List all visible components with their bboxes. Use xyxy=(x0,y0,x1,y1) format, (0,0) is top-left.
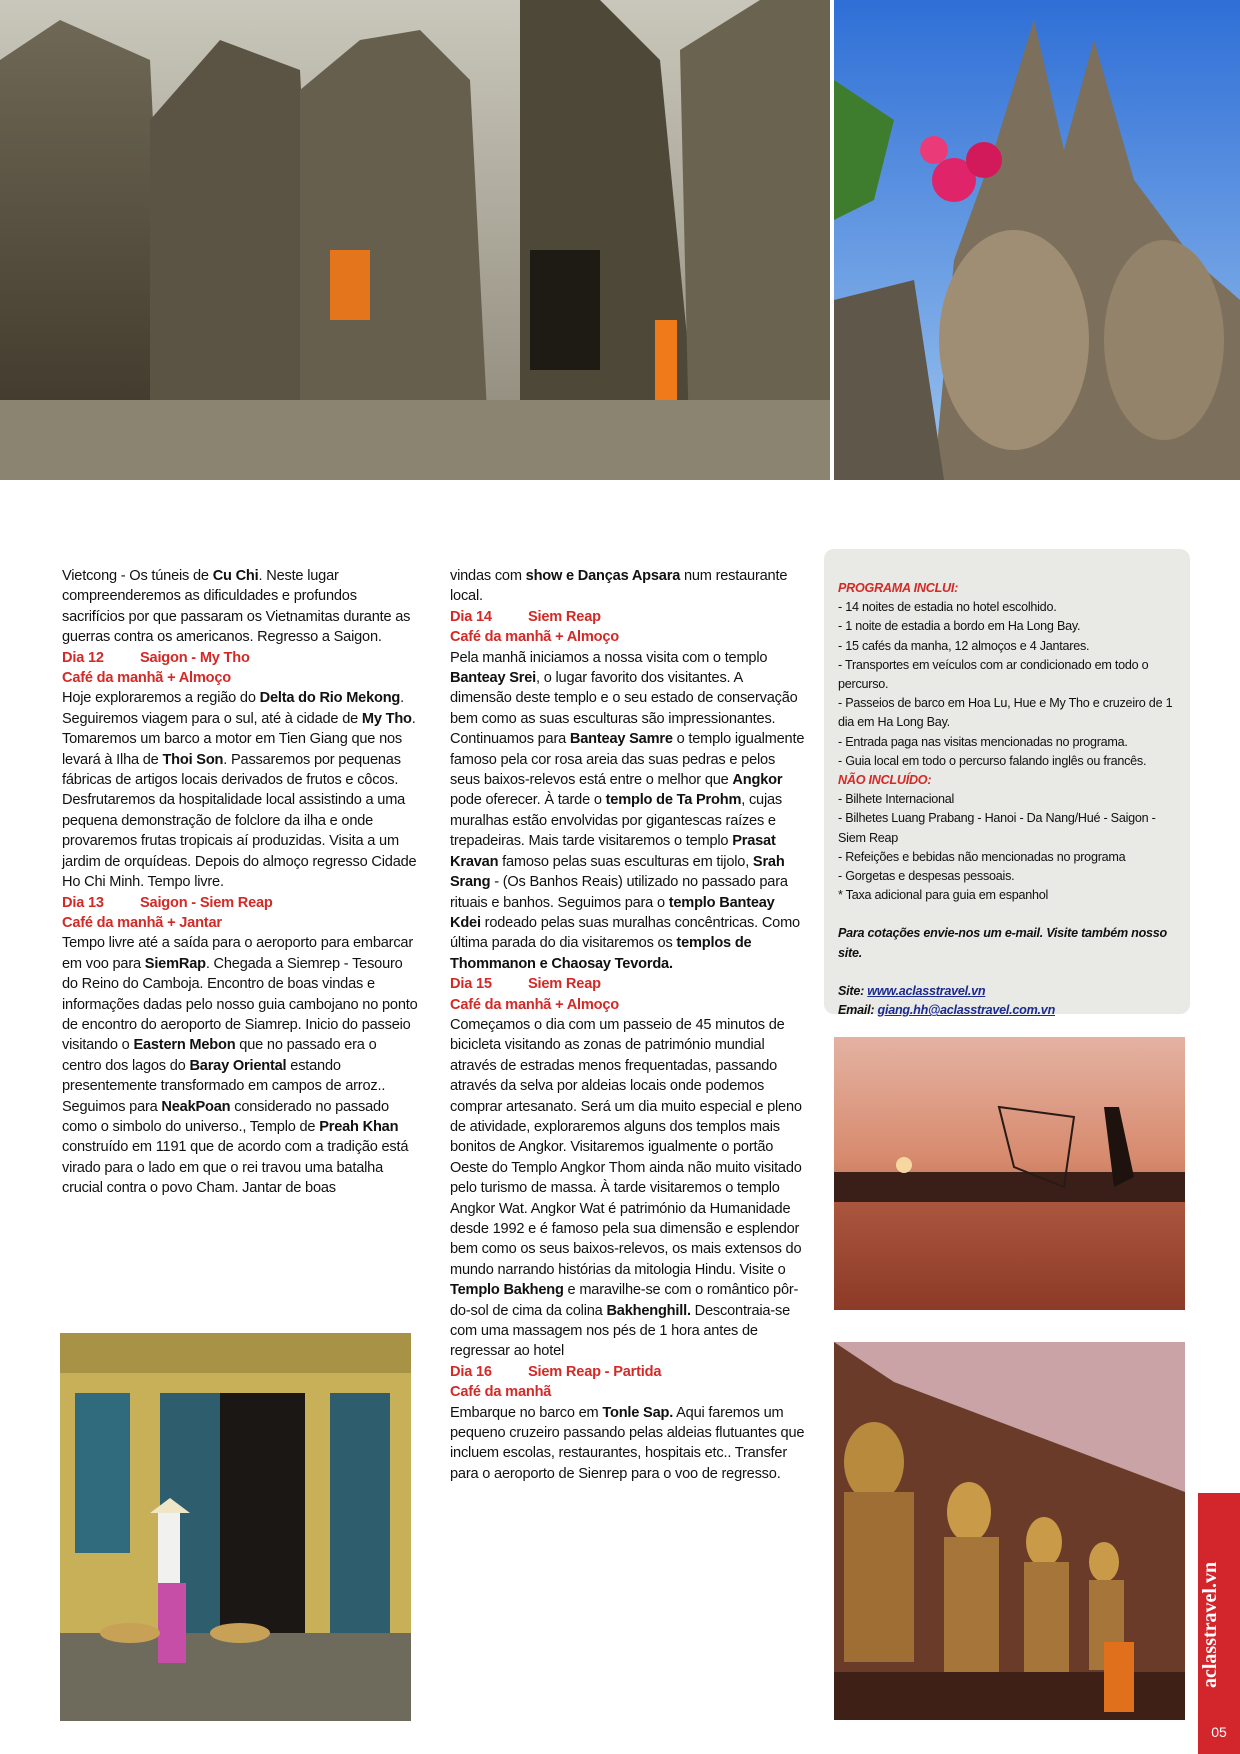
email-line: Email: giang.hh@aclasstravel.com.vn xyxy=(838,1003,1056,1018)
site-link[interactable]: www.aclasstravel.vn xyxy=(867,983,986,998)
includes-title: PROGRAMA INCLUI: xyxy=(838,581,959,595)
intro-paragraph: Vietcong - Os túneis de Cu Chi. Neste lugar compreenderemos as dificuldades e profundos sacrifícios por que passaram os Vietnamitas durante as guerras contra os americanos. Regresso a Saigon. xyxy=(62,568,411,646)
includes-item: - Transportes em veículos com ar condicionado em todo o percurso. xyxy=(838,657,1149,692)
includes-item: - Passeios de barco em Hoa Lu, Hue e My Tho e cruzeiro de 1 dia em Ha Long Bay. xyxy=(838,696,1173,730)
email-link[interactable]: giang.hh@aclasstravel.com.vn xyxy=(877,1003,1056,1018)
day16-text: Embarque no barco em Tonle Sap. Aqui faremos um pequeno cruzeiro passando pelas aldeias flutuantes que incluem escolas, restaurantes, hospitais etc.. Transfer para o aeroporto de Sienrep para o voo de regresso. xyxy=(450,1404,805,1482)
includes-item: - 1 noite de estadia a bordo em Ha Long Bay. xyxy=(838,619,1081,634)
street-vendor-photo xyxy=(60,1333,411,1721)
day14-heading: Dia 14 Siem Reap xyxy=(450,608,601,625)
bayon-temple-photo xyxy=(0,0,830,480)
includes-item: - Entrada paga nas visitas mencionadas no programa. xyxy=(838,734,1128,749)
day12-heading: Dia 12 Saigon - My Tho xyxy=(62,649,250,666)
brand-vertical-text: aclasstravel.vn xyxy=(1199,1561,1221,1689)
column-2 xyxy=(450,566,806,1484)
day16-meals: Café da manhã xyxy=(450,1384,552,1401)
excludes-item: * Taxa adicional para guia em espanhol xyxy=(838,888,1049,903)
day15-heading: Dia 15 Siem Reap xyxy=(450,976,601,993)
day13-heading: Dia 13 Saigon - Siem Reap xyxy=(62,894,273,911)
includes-item: - Guia local em todo o percurso falando inglês ou francês. xyxy=(838,753,1147,768)
day14-meals: Café da manhã + Almoço xyxy=(450,629,620,646)
day15-meals: Café da manhã + Almoço xyxy=(450,996,620,1013)
excludes-title: NÃO INCLUÍDO: xyxy=(838,773,932,788)
column-1 xyxy=(62,566,418,1199)
day12-meals: Café da manhã + Almoço xyxy=(62,670,232,687)
site-line: Site: www.aclasstravel.vn xyxy=(838,983,986,998)
excludes-item: - Bilhete Internacional xyxy=(838,792,955,807)
sunset-fisherman-photo xyxy=(834,1037,1185,1310)
day13-text: Tempo livre até a saída para o aeroporto para embarcar em voo para SiemRap. Chegada a Siemrep - Tesouro do Reino do Camboja. Encontro de boas vindas e informações dadas pelo nosso guia cambojano no ponto de encontro do aeroporto de Siamrep. Inicio do passeio visitando o Eastern Mebon que no passado era o centro dos lagos do Baray Oriental estando presentemente transformado em campos de arroz.. Seguimos para NeakPoan considerado no passado como o simbolo do universo., Templo de Preah Khan construído em 1191 que de acordo com a tradição está virado para o lado em que o rei travou uma batalha crucial contra o povo Cham. Jantar de boas xyxy=(62,935,418,1197)
excludes-item: - Bilhetes Luang Prabang - Hanoi - Da Nang/Hué - Saigon - Siem Reap xyxy=(838,811,1156,845)
buddha-statues-photo xyxy=(834,1342,1185,1720)
day13-meals: Café da manhã + Jantar xyxy=(62,914,222,931)
contact-note: Para cotações envie-nos um e-mail. Visite também nosso site. xyxy=(838,926,1167,960)
excludes-item: - Refeições e bebidas não mencionadas no programa xyxy=(838,849,1126,864)
day14-text: Pela manhã iniciamos a nossa visita com o templo Banteay Srei, o lugar favorito dos visitantes. A dimensão deste templo e o seu estado de conservação bem como as suas esculturas são impressionantes. Continuamos para Banteay Samre o templo igualmente famoso pela cor rosa areia das suas pedras e pelos seus baixos-relevos está entre o melhor que Angkor pode oferecer. À tarde o templo de Ta Prohm, cujas muralhas estão envolvidas por gigantescas raízes e trepadeiras. Mais tarde visitaremos o templo Prasat Kravan famoso pelas suas esculturas em tijolo, Srah Srang - (Os Banhos Reais) utilizado no passado para rituais e banhos. Seguimos para o templo Banteay Kdei rodeado pelas suas muralhas concêntricas. Como última parada do dia visitaremos os templos de Thommanon e Chaosay Tevorda. xyxy=(450,649,805,972)
day13-continuation: vindas com show e Danças Apsara num restaurante local. xyxy=(450,568,788,605)
program-info-box xyxy=(824,549,1190,1018)
includes-item: - 14 noites de estadia no hotel escolhido. xyxy=(838,600,1057,615)
day16-heading: Dia 16 Siem Reap - Partida xyxy=(450,1363,662,1380)
day15-text: Começamos o dia com um passeio de 45 minutos de bicicleta visitando as zonas de património mundial através de estradas menos frequentadas, passando através da selva por aldeias locais onde podemos comprar artesanato. Será um dia muito especial e pleno de atividade, exploraremos alguns dos templos mais bonitos de Angkor. Visitaremos igualmente o portão Oeste do Templo Angkor Thom ainda não muito visitado pelo turismo de massa. À tarde visitaremos o templo Angkor Wat. Angkor Wat é património da Humanidade desde 1992 e é famoso pela sua dimensão e esplendor bem como os seus baixos-relevos, os mais extensos do mundo narrando histórias da mitologia Hindu. Visite o Templo Bakheng e maravilhe-se com o romântico pôr-do-sol de cima da colina Bakhenghill. Descontraia-se com uma massagem nos pés de 1 hora antes de regressar ao hotel xyxy=(450,1016,802,1360)
excludes-item: - Gorgetas e despesas pessoais. xyxy=(838,869,1015,884)
day12-text: Hoje exploraremos a região do Delta do Rio Mekong. Seguiremos viagem para o sul, até à cidade de My Tho. Tomaremos um barco a motor em Tien Giang que nos levará à Ilha de Thoi Son. Passaremos por pequenas fábricas de artigos locais derivados de frutos e côcos. Desfrutaremos da hospitalidade local assistindo a uma pequena demonstração de folclore da ilha e onde provaremos frutas tropicais aí produzidas. Visita a um jardim de orquídeas. Depois do almoço regresso Cidade Ho Chi Minh. Tempo livre. xyxy=(62,690,417,891)
includes-item: - 15 cafés da manha, 12 almoços e 4 Jantares. xyxy=(838,638,1090,653)
buddha-heads-photo xyxy=(834,0,1240,480)
page-number: 05 xyxy=(1211,1724,1227,1740)
